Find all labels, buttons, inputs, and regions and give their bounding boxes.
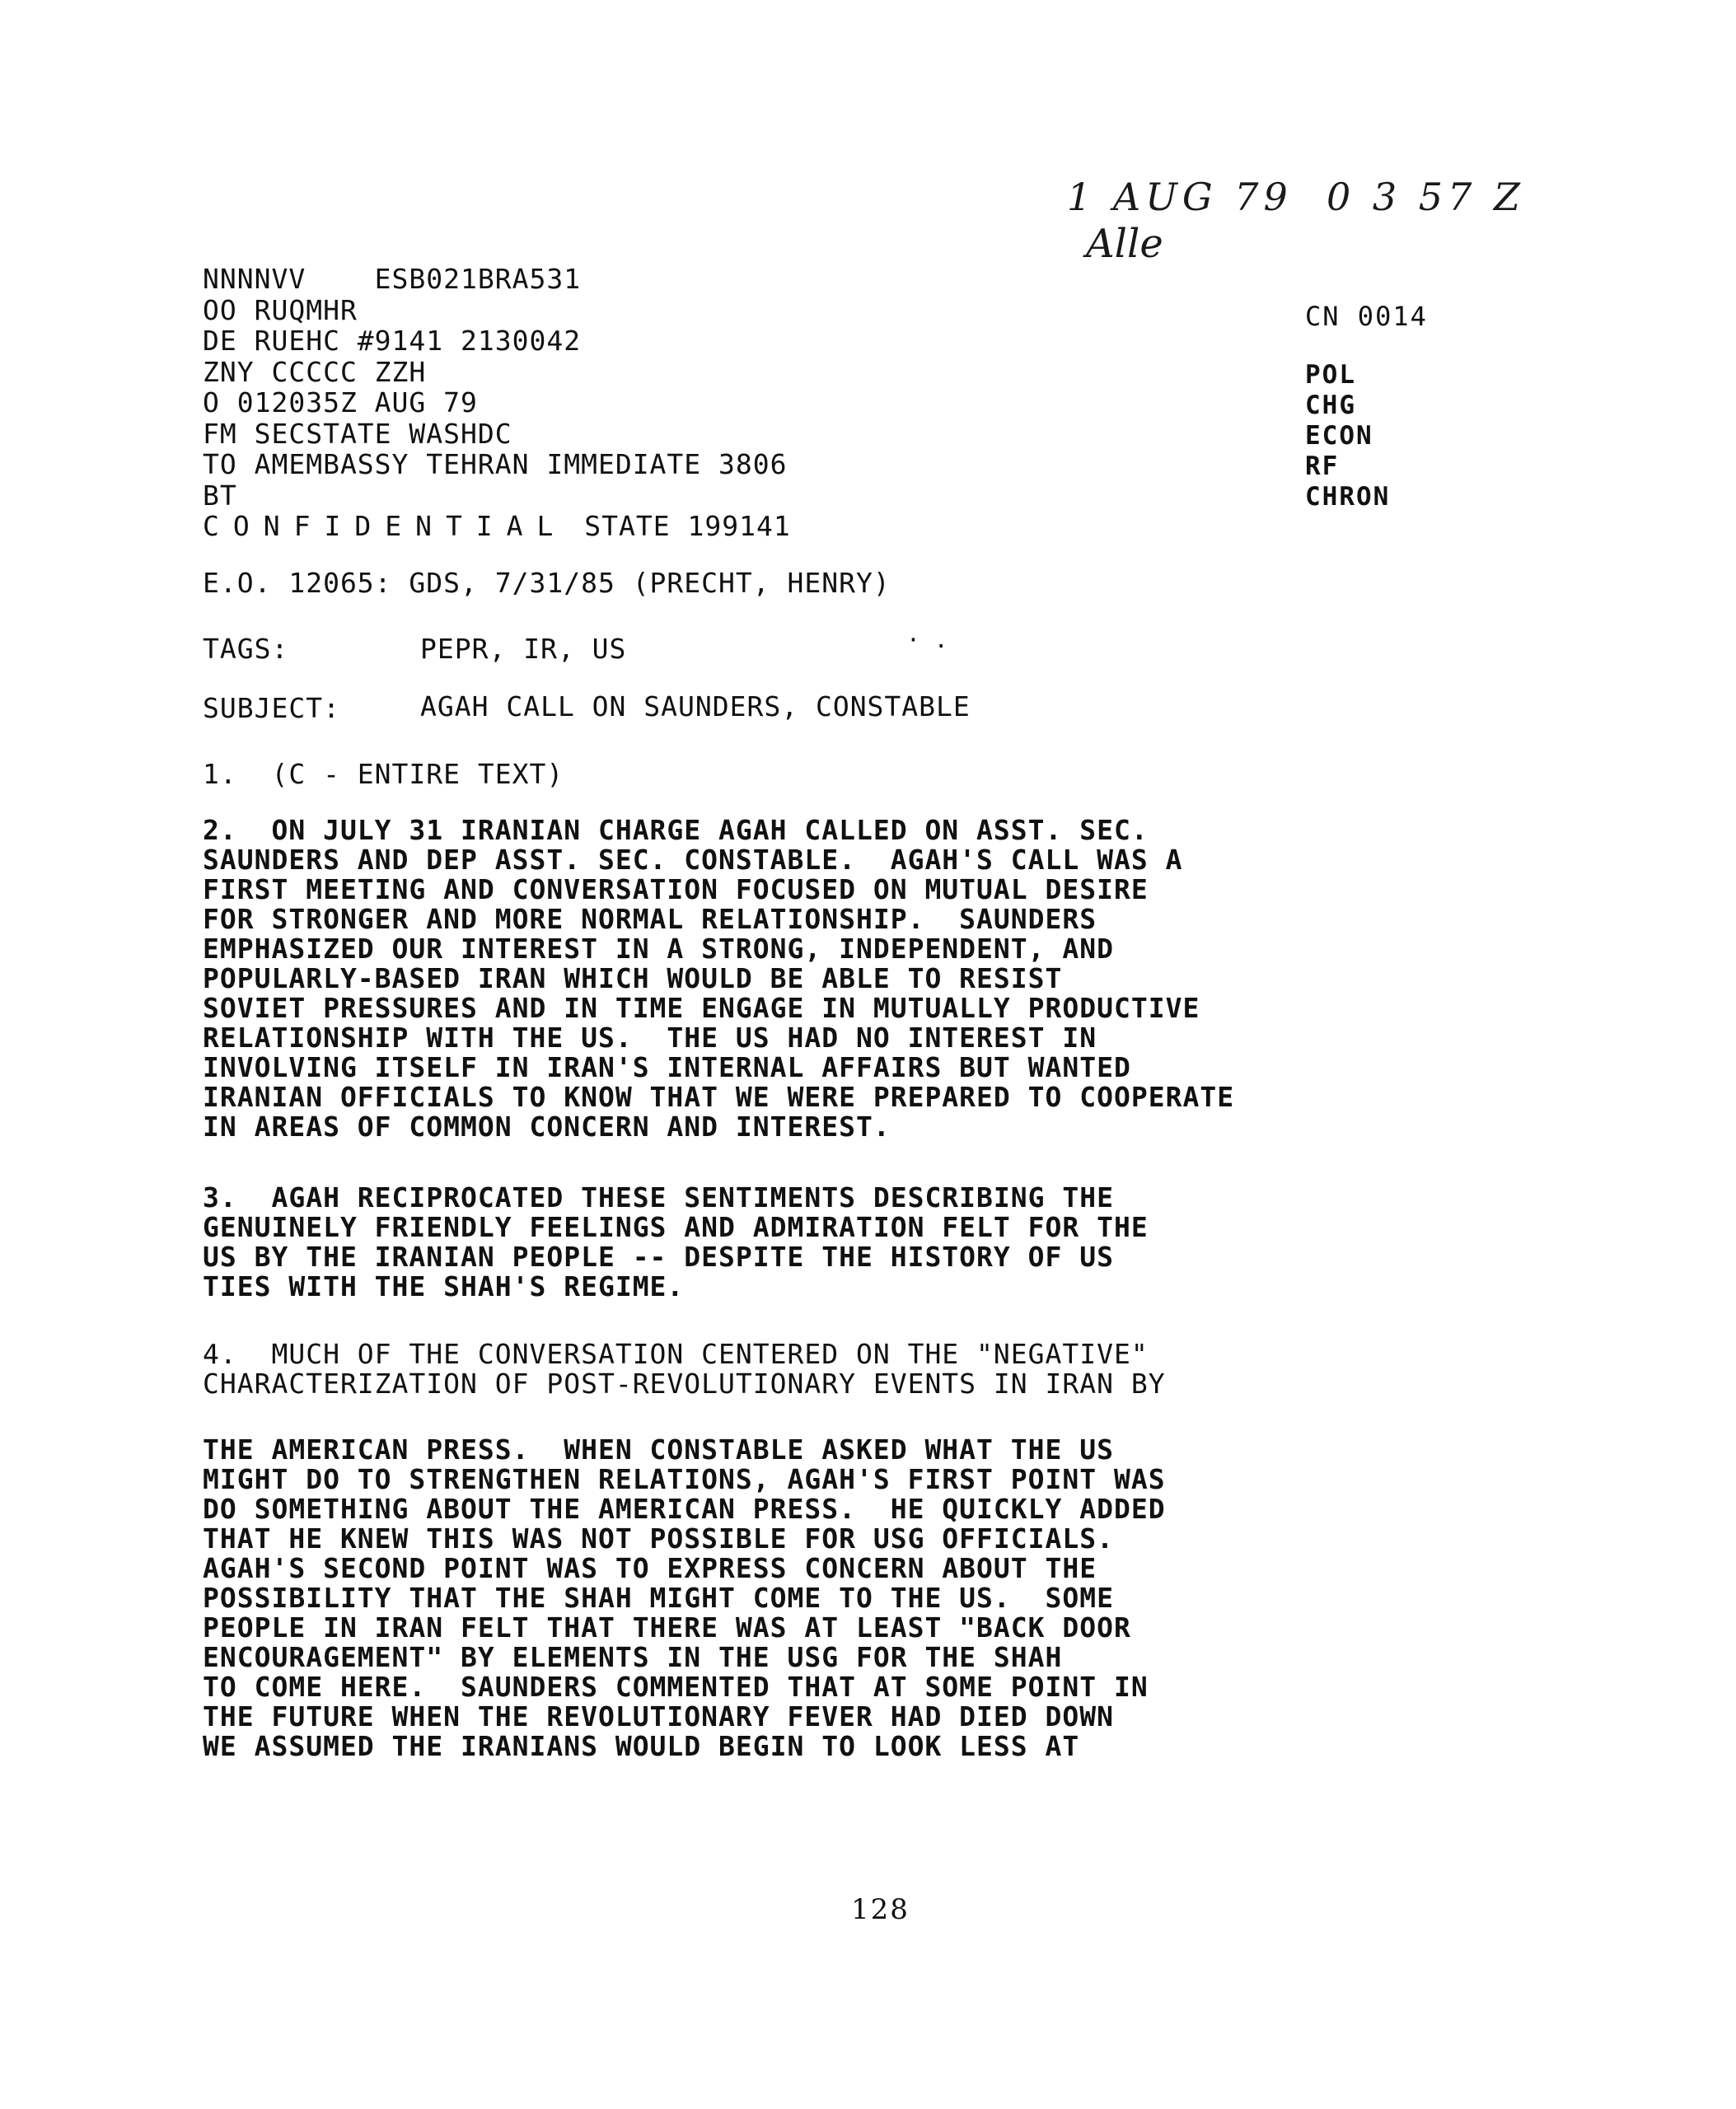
handwritten-initials: Alle bbox=[1086, 221, 1163, 267]
eo-line: E.O. 12065: GDS, 7/31/85 (PRECHT, HENRY) bbox=[203, 567, 891, 599]
text-line: 4. MUCH OF THE CONVERSATION CENTERED ON THE "NEGATIVE" bbox=[203, 1338, 1149, 1370]
distribution-item: CHG bbox=[1305, 390, 1356, 420]
scan-specks: · . bbox=[906, 626, 948, 653]
paragraph-4-continued bbox=[203, 1435, 1356, 1761]
header-line: ZNY CCCCC ZZH bbox=[203, 355, 427, 388]
distribution-item: POL bbox=[1305, 360, 1356, 390]
classification-ref: STATE 199141 bbox=[584, 510, 791, 542]
tags-label: TAGS: bbox=[203, 633, 289, 665]
text-line: FOR STRONGER AND MORE NORMAL RELATIONSHIP. SAUNDERS bbox=[203, 903, 1097, 935]
text-line: CHARACTERIZATION OF POST-REVOLUTIONARY EVENTS IN IRAN BY bbox=[203, 1368, 1166, 1400]
text-line: MIGHT DO TO STRENGTHEN RELATIONS, AGAH'S FIRST POINT WAS bbox=[203, 1463, 1166, 1495]
distribution-item: ECON bbox=[1305, 421, 1373, 451]
header-line: BT bbox=[203, 479, 237, 512]
text-line: SAUNDERS AND DEP ASST. SEC. CONSTABLE. AGAH'S CALL WAS A bbox=[203, 844, 1183, 876]
paragraph-2 bbox=[203, 816, 1356, 1142]
text-line: 3. AGAH RECIPROCATED THESE SENTIMENTS DESCRIBING THE bbox=[203, 1181, 1114, 1213]
classification-label: CONFIDENTIAL bbox=[203, 510, 568, 542]
text-line: WE ASSUMED THE IRANIANS WOULD BEGIN TO LOOK LESS AT bbox=[203, 1730, 1080, 1762]
distribution-list bbox=[1305, 301, 1552, 512]
text-line: DO SOMETHING ABOUT THE AMERICAN PRESS. HE QUICKLY ADDED bbox=[203, 1493, 1166, 1525]
header-line: TO AMEMBASSY TEHRAN IMMEDIATE 3806 bbox=[203, 448, 788, 480]
cable-header bbox=[203, 264, 1109, 542]
text-line: IN AREAS OF COMMON CONCERN AND INTEREST. bbox=[203, 1111, 891, 1143]
classification-line bbox=[203, 511, 1109, 542]
text-line: AGAH'S SECOND POINT WAS TO EXPRESS CONCERN ABOUT THE bbox=[203, 1552, 1097, 1584]
text-line: IRANIAN OFFICIALS TO KNOW THAT WE WERE PREPARED TO COOPERATE bbox=[203, 1081, 1235, 1113]
text-line: THE AMERICAN PRESS. WHEN CONSTABLE ASKED WHAT THE US bbox=[203, 1433, 1114, 1466]
text-line: EMPHASIZED OUR INTEREST IN A STRONG, INDEPENDENT, AND bbox=[203, 933, 1114, 965]
paragraph-3 bbox=[203, 1183, 1356, 1302]
text-line: TO COME HERE. SAUNDERS COMMENTED THAT AT SOME POINT IN bbox=[203, 1671, 1149, 1703]
header-line: NNNNVV ESB021BRA531 bbox=[203, 263, 582, 295]
subject-label: SUBJECT: bbox=[203, 692, 340, 724]
header-line: DE RUEHC #9141 2130042 bbox=[203, 325, 582, 357]
paragraph-1: 1. (C - ENTIRE TEXT) bbox=[203, 758, 564, 790]
text-line: THE FUTURE WHEN THE REVOLUTIONARY FEVER HAD DIED DOWN bbox=[203, 1700, 1114, 1733]
cn-number: CN 0014 bbox=[1305, 301, 1428, 332]
text-line: TIES WITH THE SHAH'S REGIME. bbox=[203, 1270, 685, 1302]
text-line: INVOLVING ITSELF IN IRAN'S INTERNAL AFFAIRS BUT WANTED bbox=[203, 1051, 1131, 1083]
header-line: FM SECSTATE WASHDC bbox=[203, 417, 512, 450]
distribution-item: CHRON bbox=[1305, 482, 1391, 512]
text-line: 2. ON JULY 31 IRANIAN CHARGE AGAH CALLED ON ASST. SEC. bbox=[203, 814, 1149, 846]
text-line: POSSIBILITY THAT THE SHAH MIGHT COME TO THE US. SOME bbox=[203, 1582, 1114, 1614]
text-line: THAT HE KNEW THIS WAS NOT POSSIBLE FOR USG OFFICIALS. bbox=[203, 1522, 1114, 1555]
page-number: 128 bbox=[851, 1893, 910, 1926]
text-line: RELATIONSHIP WITH THE US. THE US HAD NO INTEREST IN bbox=[203, 1022, 1097, 1054]
handwritten-date-stamp: 1 AUG 79 0 3 57 Z bbox=[1067, 175, 1525, 219]
text-line: POPULARLY-BASED IRAN WHICH WOULD BE ABLE TO RESIST bbox=[203, 962, 1063, 994]
tags-value: PEPR, IR, US bbox=[420, 633, 627, 665]
subject-value: AGAH CALL ON SAUNDERS, CONSTABLE bbox=[420, 690, 971, 722]
text-line: FIRST MEETING AND CONVERSATION FOCUSED ON MUTUAL DESIRE bbox=[203, 873, 1149, 905]
text-line: US BY THE IRANIAN PEOPLE -- DESPITE THE HISTORY OF US bbox=[203, 1241, 1114, 1273]
paragraph-4 bbox=[203, 1340, 1356, 1399]
text-line: PEOPLE IN IRAN FELT THAT THERE WAS AT LEAST "BACK DOOR bbox=[203, 1611, 1131, 1644]
text-line: ENCOURAGEMENT" BY ELEMENTS IN THE USG FOR THE SHAH bbox=[203, 1641, 1063, 1673]
header-line: OO RUQMHR bbox=[203, 293, 358, 326]
distribution-item: RF bbox=[1305, 451, 1340, 481]
header-line: O 012035Z AUG 79 bbox=[203, 386, 478, 419]
text-line: GENUINELY FRIENDLY FEELINGS AND ADMIRATION FELT FOR THE bbox=[203, 1211, 1149, 1243]
text-line: SOVIET PRESSURES AND IN TIME ENGAGE IN MUTUALLY PRODUCTIVE bbox=[203, 992, 1200, 1024]
